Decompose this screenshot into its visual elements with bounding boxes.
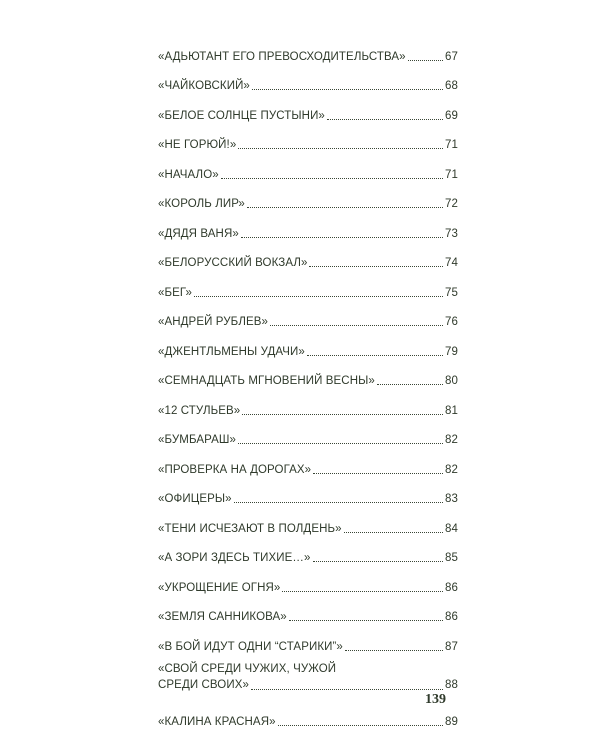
dot-leader [234, 502, 443, 503]
toc-entry-title: «ТЕНИ ИСЧЕЗАЮТ В ПОЛДЕНЬ» [158, 522, 342, 535]
toc-entry-title: «ДЯДЯ ВАНЯ» [158, 227, 239, 240]
dot-leader [309, 266, 443, 267]
toc-entry [158, 565, 458, 595]
toc-entry [158, 93, 458, 123]
toc-entry [158, 270, 458, 300]
toc-entry-page: 68 [445, 80, 458, 92]
dot-leader [307, 355, 443, 356]
toc-entry-title: «12 СТУЛЬЕВ» [158, 404, 241, 417]
toc-entry-page: 86 [445, 611, 458, 623]
dot-leader [282, 591, 443, 592]
dot-leader [242, 414, 443, 415]
dot-leader [251, 689, 443, 690]
toc-entry-page: 85 [445, 552, 458, 564]
toc-entry-page: 75 [445, 286, 458, 299]
toc-entry-title-line2: СРЕДИ СВОИХ» [158, 678, 249, 691]
table-of-contents [158, 34, 458, 729]
toc-entry [158, 64, 458, 94]
toc-entry-page: 73 [445, 227, 458, 240]
toc-entry [158, 506, 458, 536]
toc-entry-title: «ДЖЕНТЛЬМЕНЫ УДАЧИ» [158, 345, 305, 358]
dot-leader [289, 620, 443, 621]
toc-entry-title: «КОРОЛЬ ЛИР» [158, 198, 245, 210]
toc-entry-title: «АДЬЮТАНТ ЕГО ПРЕВОСХОДИТЕЛЬСТВА» [158, 50, 406, 63]
toc-entry-page: 72 [445, 198, 458, 210]
toc-entry-page: 84 [445, 522, 458, 535]
toc-entry [158, 388, 458, 418]
dot-leader [377, 384, 443, 385]
toc-entry-title: «НАЧАЛО» [158, 168, 219, 181]
toc-entry [158, 300, 458, 330]
dot-leader [241, 237, 443, 238]
toc-entry [158, 447, 458, 477]
dot-leader [238, 443, 443, 444]
toc-entry-page: 71 [445, 139, 458, 151]
toc-entry [158, 182, 458, 212]
toc-entry-page: 80 [445, 375, 458, 387]
dot-leader [408, 60, 443, 61]
toc-entry [158, 477, 458, 507]
toc-entry-page: 89 [445, 716, 458, 728]
toc-entry-page: 69 [445, 109, 458, 122]
toc-entry [158, 329, 458, 359]
dot-leader [238, 148, 443, 149]
toc-entry-title: «КАЛИНА КРАСНАЯ» [158, 716, 276, 728]
toc-entry [158, 241, 458, 271]
toc-entry-title: «АНДРЕЙ РУБЛЕВ» [158, 316, 269, 328]
toc-entry [158, 211, 458, 241]
toc-entry [158, 123, 458, 153]
page-number: 139 [425, 692, 446, 707]
toc-entry-page: 79 [445, 345, 458, 358]
toc-entry-page: 82 [445, 463, 458, 476]
toc-entry-title: «УКРОЩЕНИЕ ОГНЯ» [158, 581, 281, 594]
dot-leader [344, 532, 443, 533]
toc-entry-title: «СЕМНАДЦАТЬ МГНОВЕНИЙ ВЕСНЫ» [158, 375, 375, 387]
dot-leader [327, 119, 443, 120]
toc-entry-line2 [158, 677, 458, 693]
dot-leader [270, 325, 443, 326]
toc-entry-title: «ЗЕМЛЯ САННИКОВА» [158, 611, 287, 623]
toc-entry [158, 624, 458, 654]
toc-entry-page: 71 [445, 168, 458, 181]
dot-leader [313, 473, 443, 474]
dot-leader [221, 178, 443, 179]
dot-leader [252, 89, 443, 90]
dot-leader [194, 296, 443, 297]
dot-leader [247, 207, 443, 208]
toc-entry [158, 152, 458, 182]
toc-entry-title: «БЕЛОЕ СОЛНЦЕ ПУСТЫНИ» [158, 109, 325, 122]
toc-entry [158, 595, 458, 625]
toc-entry-title: «БУМБАРАШ» [158, 434, 237, 446]
toc-entry-title: «ПРОВЕРКА НА ДОРОГАХ» [158, 463, 312, 476]
dot-leader [313, 561, 444, 562]
toc-entry-page: 87 [445, 640, 458, 653]
toc-entry [158, 536, 458, 566]
toc-entry-page: 67 [445, 50, 458, 63]
toc-entry-multiline [158, 661, 458, 693]
toc-entry-title: «А ЗОРИ ЗДЕСЬ ТИХИЕ…» [158, 552, 311, 564]
toc-entry [158, 418, 458, 448]
toc-entry-title: «ЧАЙКОВСКИЙ» [158, 80, 250, 92]
toc-entry-page: 83 [445, 493, 458, 505]
dot-leader [345, 650, 443, 651]
toc-entry-page: 74 [445, 257, 458, 269]
toc-entry-title: «НЕ ГОРЮЙ!» [158, 139, 237, 151]
toc-entry-title: «БЕЛОРУССКИЙ ВОКЗАЛ» [158, 257, 308, 269]
toc-entry [158, 359, 458, 389]
toc-entry-page: 86 [445, 581, 458, 594]
toc-entry-title: «БЕГ» [158, 286, 192, 299]
toc-entry-title: «В БОЙ ИДУТ ОДНИ “СТАРИКИ”» [158, 640, 343, 653]
toc-entry-page: 82 [445, 434, 458, 446]
toc-entry-page: 88 [445, 678, 458, 691]
toc-entry-title: «ОФИЦЕРЫ» [158, 493, 232, 505]
toc-entry [158, 34, 458, 64]
toc-entry-title-line1: «СВОЙ СРЕДИ ЧУЖИХ, ЧУЖОЙ [158, 662, 337, 675]
toc-entry [158, 700, 458, 730]
toc-entry-page: 81 [445, 404, 458, 417]
toc-entry-page: 76 [445, 316, 458, 328]
dot-leader [278, 725, 443, 726]
